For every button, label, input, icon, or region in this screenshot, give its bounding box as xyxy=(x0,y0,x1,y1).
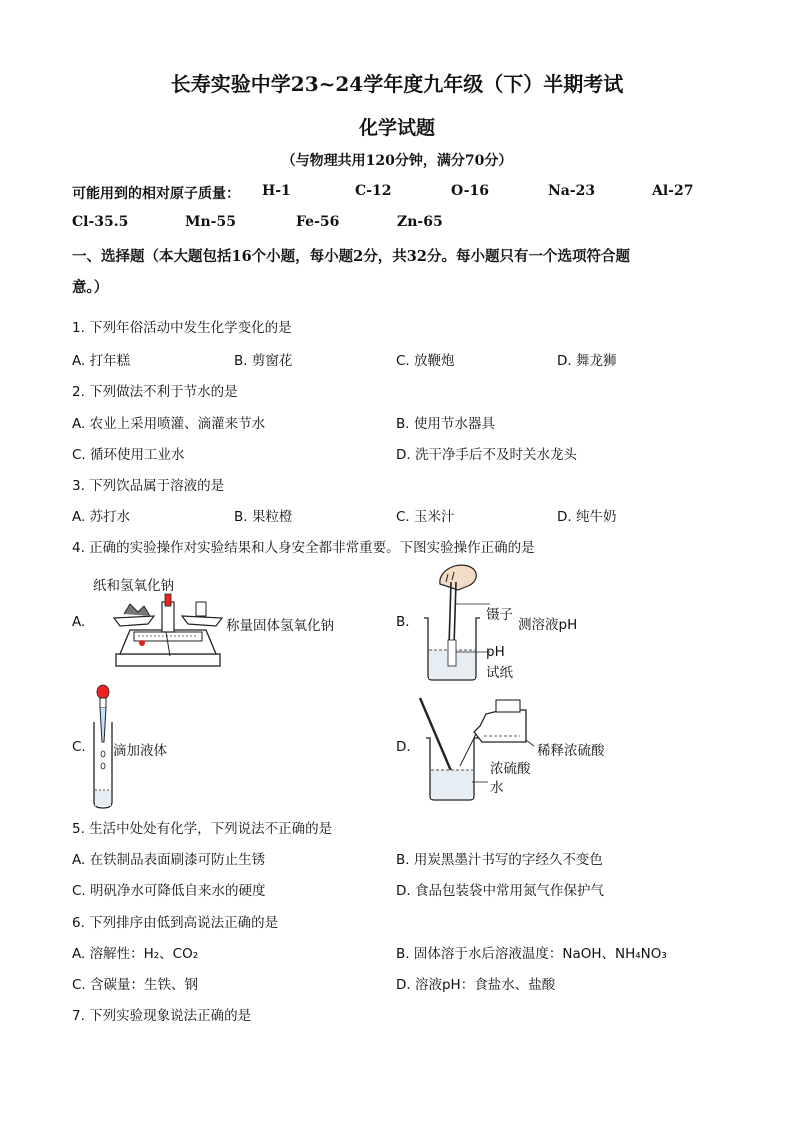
question-3-option-c: C. 玉米汁 xyxy=(396,509,455,525)
question-6-option-c: C. 含碳量：生铁、钢 xyxy=(72,977,199,993)
section-heading: 一、选择题（本大题包括16个小题，每小题2分，共32分。每小题只有一个选项符合题 xyxy=(72,248,630,265)
figure-b-paper-label: 试纸 xyxy=(486,665,513,681)
question-6-option-b: B. 固体溶于水后溶液温度：NaOH、NH₄NO₃ xyxy=(396,946,667,962)
question-5-stem: 5. 生活中处处有化学，下列说法不正确的是 xyxy=(72,821,333,837)
figure-b-side-label: 测溶液pH xyxy=(518,617,578,633)
figure-b-ph-label: pH xyxy=(486,644,505,660)
question-5-option-b: B. 用炭黑墨汁书写的字经久不变色 xyxy=(396,852,603,868)
figure-c-side-label: 滴加液体 xyxy=(113,743,167,759)
question-7-stem: 7. 下列实验现象说法正确的是 xyxy=(72,1008,252,1024)
atomic-mass-h: H-1 xyxy=(262,183,291,199)
atomic-mass-al: Al-27 xyxy=(652,183,694,199)
question-4-option-c: C. xyxy=(72,739,86,755)
question-6-option-a: A. 溶解性：H₂、CO₂ xyxy=(72,946,199,962)
exam-subtitle: 化学试题 xyxy=(358,117,435,139)
question-1-option-d: D. 舞龙狮 xyxy=(557,353,617,369)
question-5-option-a: A. 在铁制品表面刷漆可防止生锈 xyxy=(72,852,266,868)
atomic-mass-label: 可能用到的相对原子质量： xyxy=(72,186,240,202)
figure-d-acid-label: 浓硫酸 xyxy=(490,761,531,777)
question-2-option-a: A. 农业上采用喷灌、滴灌来节水 xyxy=(72,416,266,432)
atomic-mass-o: O-16 xyxy=(451,183,490,199)
question-3-option-a: A. 苏打水 xyxy=(72,509,131,525)
question-2-stem: 2. 下列做法不利于节水的是 xyxy=(72,384,238,400)
question-5-option-d: D. 食品包装袋中常用氮气作保护气 xyxy=(396,883,604,899)
dilution-figure xyxy=(416,696,536,806)
question-1-option-b: B. 剪窗花 xyxy=(234,353,293,369)
question-2-option-c: C. 循环使用工业水 xyxy=(72,447,185,463)
figure-a-top-label: 纸和氢氧化钠 xyxy=(93,578,174,594)
figure-d-water-label: 水 xyxy=(490,780,504,796)
exam-title: 长寿实验中学23~24学年度九年级（下）半期考试 xyxy=(170,72,624,96)
question-3-stem: 3. 下列饮品属于溶液的是 xyxy=(72,478,225,494)
atomic-mass-cl: Cl-35.5 xyxy=(72,214,129,230)
question-4-option-d: D. xyxy=(396,739,411,755)
figure-d-side-label: 稀释浓硫酸 xyxy=(537,743,605,759)
question-1-option-a: A. 打年糕 xyxy=(72,353,131,369)
question-2-option-b: B. 使用节水器具 xyxy=(396,416,495,432)
atomic-mass-fe: Fe-56 xyxy=(296,214,340,230)
question-6-option-d: D. 溶液pH：食盐水、盐酸 xyxy=(396,977,556,993)
question-1-stem: 1. 下列年俗活动中发生化学变化的是 xyxy=(72,320,292,336)
question-4-option-b: B. xyxy=(396,614,410,630)
question-4-option-a: A. xyxy=(72,614,86,630)
question-2-option-d: D. 洗干净手后不及时关水龙头 xyxy=(396,447,577,463)
atomic-mass-mn: Mn-55 xyxy=(185,214,236,230)
ph-test-figure xyxy=(418,562,490,684)
atomic-mass-zn: Zn-65 xyxy=(397,214,443,230)
question-3-option-b: B. 果粒橙 xyxy=(234,509,293,525)
section-heading-cont: 意。） xyxy=(72,279,109,296)
question-3-option-d: D. 纯牛奶 xyxy=(557,509,617,525)
question-6-stem: 6. 下列排序由低到高说法正确的是 xyxy=(72,915,279,931)
atomic-mass-na: Na-23 xyxy=(548,183,596,199)
exam-note: （与物理共用120分钟，满分70分） xyxy=(281,153,513,169)
question-4-stem: 4. 正确的实验操作对实验结果和人身安全都非常重要。下图实验操作正确的是 xyxy=(72,540,535,556)
question-5-option-c: C. 明矾净水可降低自来水的硬度 xyxy=(72,883,266,899)
figure-b-tweezers-label: 镊子 xyxy=(486,607,513,623)
balance-figure xyxy=(108,588,228,670)
atomic-mass-c: C-12 xyxy=(355,183,392,199)
question-1-option-c: C. 放鞭炮 xyxy=(396,353,455,369)
figure-a-side-label: 称量固体氢氧化钠 xyxy=(226,618,334,634)
